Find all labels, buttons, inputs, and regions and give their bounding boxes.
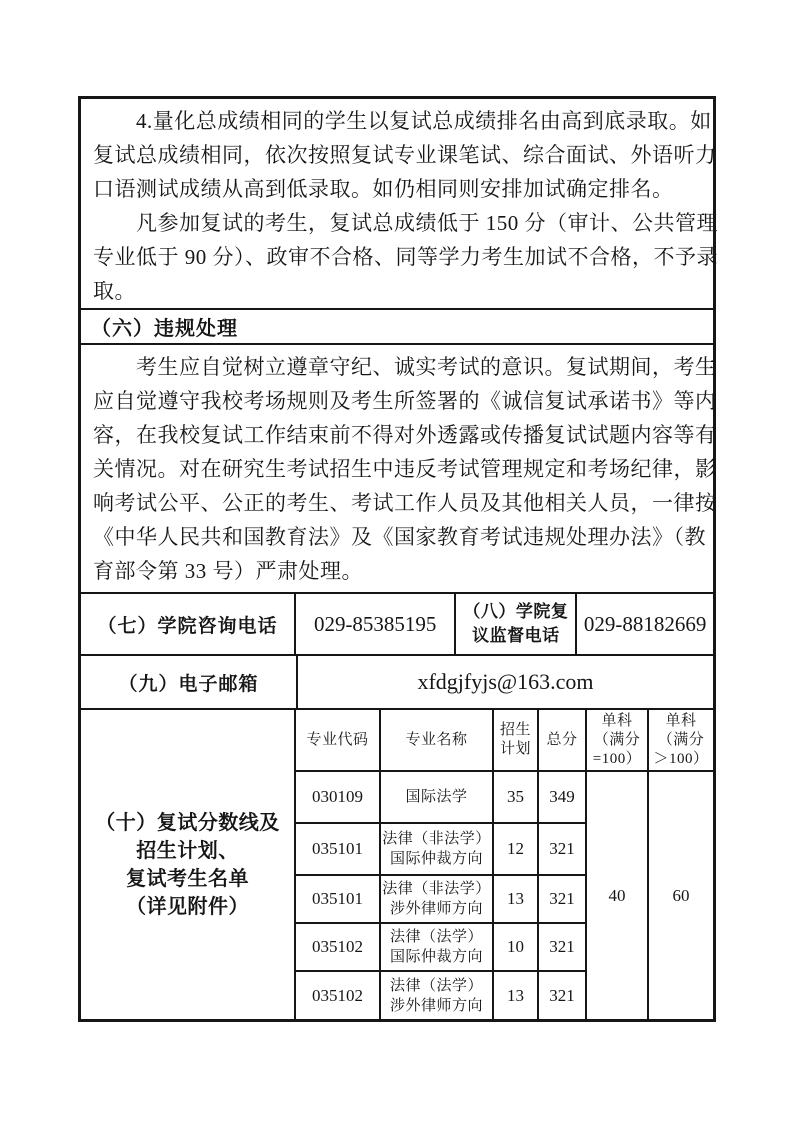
paragraph-line: 口语测试成绩从高到低录取。如仍相同则安排加试确定排名。 <box>93 177 674 201</box>
section8-label-line: 议监督电话 <box>472 626 560 645</box>
section6-heading-row <box>81 308 713 343</box>
total-score: 321 <box>537 972 585 1019</box>
major-code: 035101 <box>312 839 363 858</box>
contact-phones-row <box>81 592 713 654</box>
section6-body-cell <box>81 343 717 592</box>
notice-table <box>78 96 716 1022</box>
section10-label-line: 复试考生名单 <box>126 867 249 890</box>
section9-label: （九）电子邮箱 <box>118 673 259 695</box>
major-code: 035102 <box>312 985 363 1005</box>
enroll-plan: 35 <box>492 772 537 822</box>
paragraph-line: 考生应自觉树立遵章守纪、诚实考试的意识。复试期间，考生 <box>93 355 717 379</box>
paragraph-line: 关情况。对在研究生考试招生中违反考试管理规定和考场纪律，影 <box>93 457 717 481</box>
header-total-score: 总分 <box>537 710 585 770</box>
total-score: 321 <box>537 876 585 922</box>
section10-label-line: （十）复试分数线及 <box>95 811 280 834</box>
paragraph-line: 复试总成绩相同，依次按照复试专业课笔试、综合面试、外语听力 <box>93 143 717 167</box>
major-name: 法律（非法学） 涉外律师方向 <box>379 876 492 922</box>
section10-label-line: （详见附件） <box>126 895 249 918</box>
total-score: 321 <box>537 924 585 970</box>
score-line-row <box>81 708 713 1019</box>
header-major-name: 专业名称 <box>379 710 492 770</box>
section7-label: （七）学院咨询电话 <box>97 615 278 637</box>
paragraph-line: 4.量化总成绩相同的学生以复试总成绩排名由高到底录取。如 <box>93 109 712 133</box>
paragraph-line: 《中华人民共和国教育法》及《国家教育考试违规处理办法》（教 <box>93 525 706 549</box>
score-table-body <box>296 772 713 1019</box>
paragraph-line: 取。 <box>93 279 136 303</box>
major-code: 035102 <box>312 937 363 956</box>
section8-label <box>454 594 575 654</box>
supervision-phone-number: 029-88182669 <box>575 594 713 654</box>
enroll-plan: 12 <box>492 824 537 874</box>
section10-label-line: 招生计划、 <box>136 839 239 862</box>
consult-phone-number: 029-85385195 <box>294 594 454 654</box>
major-code: 030109 <box>312 787 363 806</box>
email-row <box>81 654 713 708</box>
table-row <box>296 822 585 874</box>
total-score: 321 <box>537 824 585 874</box>
major-name: 国际法学 <box>379 772 492 822</box>
enroll-plan: 13 <box>492 876 537 922</box>
enroll-plan: 13 <box>492 972 537 1019</box>
header-enroll-plan: 招生 计划 <box>492 710 537 770</box>
section10-label <box>81 710 294 1019</box>
intro-paragraph-cell <box>81 99 718 308</box>
table-row <box>296 772 585 822</box>
header-single-100: 单科 （满分 =100） <box>585 710 647 770</box>
paragraph-line: 育部令第 33 号）严肃处理。 <box>93 559 363 583</box>
major-name: 法律（非法学） 国际仲裁方向 <box>379 824 492 874</box>
table-row <box>296 874 585 922</box>
section8-label-line: （八）学院复 <box>463 602 569 621</box>
paragraph-line: 专业低于 90 分）、政审不合格、同等学力考生加试不合格，不予录 <box>93 245 718 269</box>
enroll-plan: 10 <box>492 924 537 970</box>
paragraph-line: 凡参加复试的考生，复试总成绩低于 150 分（审计、公共管理 <box>93 211 718 235</box>
single-gt100-merged-value: 60 <box>647 772 713 1019</box>
score-table <box>294 710 713 1019</box>
score-table-header <box>296 710 713 772</box>
paragraph-line: 应自觉遵守我校考场规则及考生所签署的《诚信复试承诺书》等内 <box>93 389 717 413</box>
major-code: 035101 <box>312 889 363 908</box>
email-address: xfdgjfyjs@163.com <box>296 656 713 708</box>
section6-title: （六）违规处理 <box>91 318 238 340</box>
table-row <box>296 922 585 970</box>
table-row <box>296 970 585 1019</box>
paragraph-line: 容，在我校复试工作结束前不得对外透露或传播复试试题内容等有 <box>93 423 717 447</box>
header-single-gt100: 单科 （满分 ＞100） <box>647 710 713 770</box>
major-name: 法律（法学） 国际仲裁方向 <box>379 924 492 970</box>
score-table-grid <box>296 772 585 1019</box>
major-name: 法律（法学） 涉外律师方向 <box>379 972 492 1019</box>
paragraph-line: 响考试公平、公正的考生、考试工作人员及其他相关人员，一律按 <box>93 491 717 515</box>
single-100-merged-value: 40 <box>585 772 647 1019</box>
total-score: 349 <box>537 772 585 822</box>
header-major-code: 专业代码 <box>306 731 369 748</box>
